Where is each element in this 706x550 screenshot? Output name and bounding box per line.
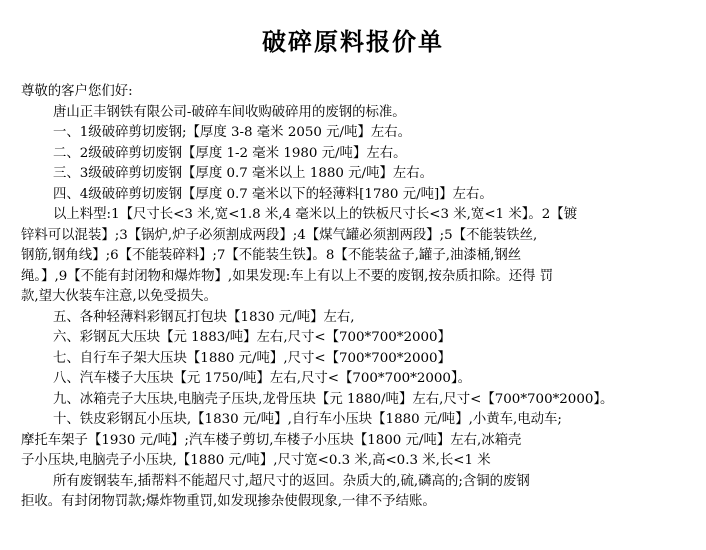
text-line: 十、铁皮彩钢瓦小压块,【1830 元/吨】,自行车小压块【1880 元/吨】,小黄车,电动车; <box>53 412 562 427</box>
text-line: 二、2级破碎剪切废钢【厚度 1-2 毫米 1980 元/吨】左右。 <box>53 145 407 161</box>
text-line: 九、冰箱壳子大压块,电脑壳子压块,龙骨压块【元 1880/吨】左右,尺寸<【700*700*2000】。 <box>53 391 614 407</box>
document-body <box>21 82 687 513</box>
text-line: 四、4级破碎剪切废钢【厚度 0.7 毫米以下的轻薄料[1780 元/吨]】左右。 <box>53 186 493 202</box>
greeting-line: 尊敬的客户您们好: <box>21 84 133 99</box>
text-line: 子小压块,电脑壳子小压块,【1880 元/吨】,尺寸宽<0.3 米,高<0.3 米,长<1 米 <box>21 453 491 468</box>
text-line: 七、自行车子架大压块【1880 元/吨】,尺寸<【700*700*2000】 <box>53 350 451 366</box>
text-line: 款,望大伙装车注意,以免受损失。 <box>21 289 217 304</box>
text-line: 以上料型:1【尺寸长<3 米,宽<1.8 米,4 毫米以上的铁板尺寸长<3 米,宽<1 米】。2【镀 <box>53 207 578 222</box>
text-line: 八、汽车楼子大压块【元 1750/吨】左右,尺寸<【700*700*2000】。 <box>53 371 472 386</box>
document-title: 破碎原料报价单 <box>262 28 444 56</box>
text-line: 摩托车架子【1930 元/吨】;汽车楼子剪切,车楼子小压块【1800 元/吨】左右,冰箱壳 <box>21 432 522 448</box>
text-line: 一、1级破碎剪切废钢;【厚度 3-8 毫米 2050 元/吨】左右。 <box>53 125 412 140</box>
text-line: 绳。】,9【不能有封闭物和爆炸物】,如果发现:车上有以上不要的废钢,按杂质扣除。还得 罚 <box>21 268 554 284</box>
text-line: 钢筋,钢角线】;6【不能装碎料】;7【不能装生铁】。8【不能装盆子,罐子,油漆桶,钢丝 <box>21 248 522 263</box>
text-line: 锌料可以混装】;3【锅炉,炉子必须割成两段】;4【煤气罐必须割两段】;5【不能装铁丝, <box>21 227 538 243</box>
text-line: 拒收。有封闭物罚款;爆炸物重罚,如发现掺杂使假现象,一律不予结账。 <box>21 494 436 509</box>
text-line: 六、彩钢瓦大压块【元 1883/吨】左右,尺寸<【700*700*2000】 <box>53 330 451 345</box>
text-line: 所有废钢装车,插帮料不能超尺寸,超尺寸的返回。杂质大的,硫,磷高的;含铜的废钢 <box>53 473 530 489</box>
text-line: 五、各种轻薄料彩钢瓦打包块【1830 元/吨】左右, <box>53 309 355 325</box>
text-line: 唐山正丰钢铁有限公司-破碎车间收购破碎用的废钢的标准。 <box>53 104 406 120</box>
text-line: 三、3级破碎剪切废钢【厚度 0.7 毫米以上 1880 元/吨】左右。 <box>53 166 434 181</box>
